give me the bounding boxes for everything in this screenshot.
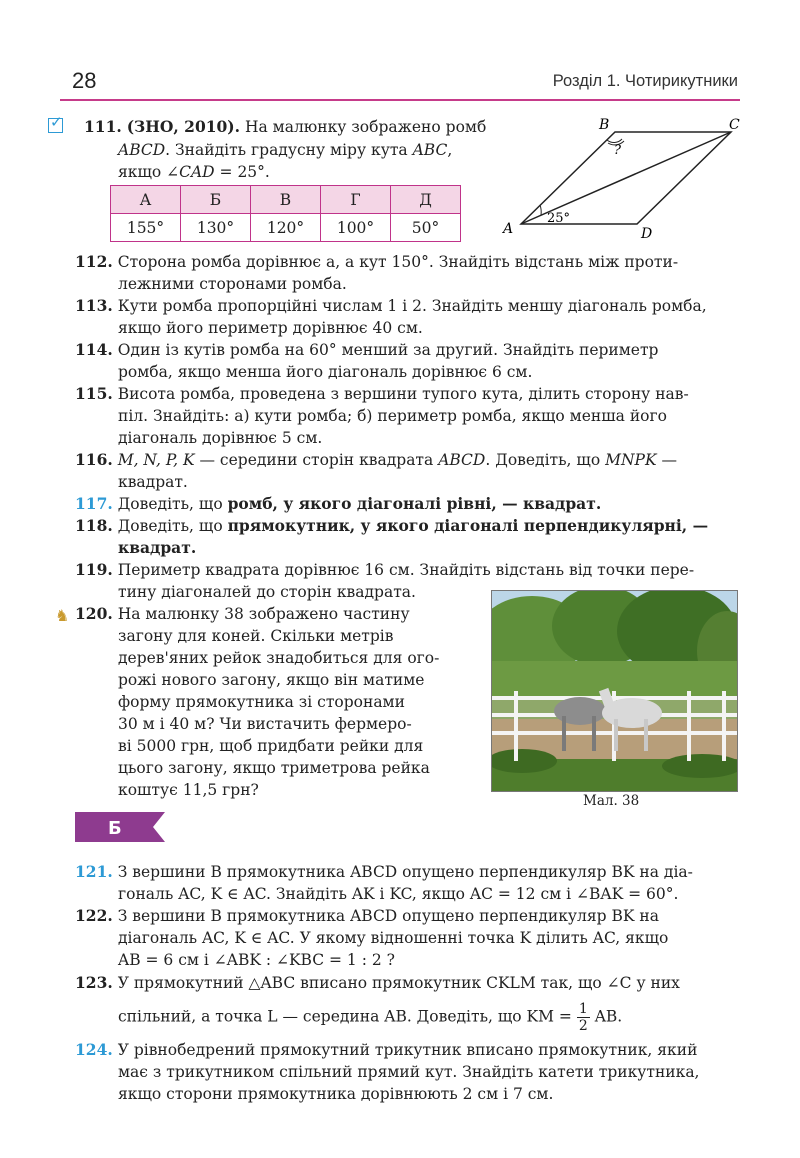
problem-115-line1: 115. Висота ромба, проведена з вершини тупого кута, ділить сторону нав- bbox=[75, 384, 689, 403]
problem-122-line3: AB = 6 см і ∠ABK : ∠KBC = 1 : 2 ? bbox=[118, 951, 395, 969]
answer-letter: А bbox=[111, 186, 181, 214]
problem-121-line2: гональ AC, K ∈ AC. Знайдіть AK і KC, якщо AC = 12 см і ∠BAK = 60°. bbox=[118, 885, 679, 903]
problem-120-line: дерев'яних рейок знадобиться для огo- bbox=[118, 649, 440, 667]
problem-120-line: 30 м і 40 м? Чи вистачить фермеро- bbox=[118, 715, 412, 733]
problem-122-line1: 122. З вершини B прямокутника ABCD опущено перпендикуляр BK на bbox=[75, 906, 659, 925]
answer-letter: Б bbox=[181, 186, 251, 214]
angle-arc-abc bbox=[607, 139, 622, 142]
problem-120-line: рожі нового загону, якщо він матиме bbox=[118, 671, 425, 689]
level-tag bbox=[75, 812, 165, 842]
problem-112-line2: лежними сторонами ромба. bbox=[118, 275, 347, 293]
problem-111-line1: 111. (ЗНО, 2010). На малюнку зображено ромб bbox=[84, 117, 487, 136]
label-c: C bbox=[729, 117, 740, 133]
problem-120-line: загону для коней. Скільки метрів bbox=[118, 627, 394, 645]
label-question: ? bbox=[614, 143, 621, 158]
problem-114-line2: ромба, якщо менша його діагональ дорівнює 6 см. bbox=[118, 363, 533, 381]
problem-124-line3: якщо сторони прямокутника дорівнюють 2 см і 7 см. bbox=[118, 1085, 554, 1103]
problem-115-line2: піл. Знайдіть: а) кути ромба; б) периметр ромба, якщо менша його bbox=[118, 407, 667, 425]
problem-114-line1: 114. Один із кутів ромба на 60° менший за другий. Знайдіть периметр bbox=[75, 340, 659, 359]
problem-115-line3: діагональ дорівнює 5 см. bbox=[118, 429, 323, 447]
problem-111-line2: ABCD. Знайдіть градусну міру кута ABC, bbox=[118, 141, 453, 159]
problem-119-line1: 119. Периметр квадрата дорівнює 16 см. Знайдіть відстань від точки пере- bbox=[75, 560, 695, 579]
chapter-title: Розділ 1. Чотирикутники bbox=[552, 72, 738, 90]
label-b: B bbox=[599, 117, 610, 133]
problem-123-line2: спільний, а точка L — середина AB. Доведіть, що KM = $\frac{1}{2}$ AB. bbox=[118, 1001, 623, 1034]
problem-120-line: ві 5000 грн, щоб придбати рейки для bbox=[118, 737, 424, 755]
problem-120-line: форму прямокутника зі сторонами bbox=[118, 693, 405, 711]
problem-116-line2: квадрат. bbox=[118, 473, 188, 491]
answer-value: 100° bbox=[321, 214, 391, 242]
answer-value: 155° bbox=[111, 214, 181, 242]
svg-text:Б: Б bbox=[108, 818, 122, 839]
problem-118-line2: квадрат. bbox=[118, 538, 197, 557]
problem-120-line1: 120. На малюнку 38 зображено частину bbox=[75, 604, 410, 623]
header-rule bbox=[60, 99, 740, 101]
problem-113-line1: 113. Кути ромба пропорційні числам 1 і 2. Знайдіть меншу діагональ ромба, bbox=[75, 296, 707, 315]
problem-122-line2: діагональ AC, K ∈ AC. У якому відношенні точка K ділить AC, якщо bbox=[118, 929, 669, 947]
answer-table bbox=[110, 185, 461, 242]
photo-caption: Мал. 38 bbox=[583, 793, 640, 809]
problem-117-line1: 117. Доведіть, що ромб, у якого діагоналі рівні, — квадрат. bbox=[75, 494, 602, 513]
angle-arc-cad bbox=[540, 205, 541, 215]
checkbox-icon: ✓ bbox=[50, 113, 63, 131]
problem-119-line2: тину діагоналей до сторін квадрата. bbox=[118, 583, 416, 601]
problem-118-line1: 118. Доведіть, що прямокутник, у якого діагоналі перпендикулярні, — bbox=[75, 516, 709, 535]
page-number: 28 bbox=[72, 68, 97, 93]
answer-value: 120° bbox=[251, 214, 321, 242]
answer-value: 50° bbox=[391, 214, 461, 242]
label-angle: 25° bbox=[547, 211, 571, 226]
rhombus-figure bbox=[495, 112, 750, 242]
problem-121-line1: 121. З вершини B прямокутника ABCD опущено перпендикуляр BK на діа- bbox=[75, 862, 693, 881]
label-a: A bbox=[503, 221, 514, 237]
answer-letter: В bbox=[251, 186, 321, 214]
label-d: D bbox=[641, 226, 653, 242]
answer-letter: Д bbox=[391, 186, 461, 214]
answer-value: 130° bbox=[181, 214, 251, 242]
problem-124-line2: має з трикутником спільний прямий кут. Знайдіть катети трикутника, bbox=[118, 1063, 700, 1081]
horse-icon: ♞ bbox=[55, 606, 70, 625]
problem-116-line1: 116. M, N, P, K — середини сторін квадрата ABCD. Доведіть, що MNPK — bbox=[75, 450, 677, 469]
problem-120-line: цього загону, якщо триметрова рейка bbox=[118, 759, 430, 777]
problem-124-line1: 124. У рівнобедрений прямокутний трикутник вписано прямокутник, який bbox=[75, 1040, 698, 1059]
problem-112-line1: 112. Сторона ромба дорівнює a, а кут 150°. Знайдіть відстань між проти- bbox=[75, 252, 679, 271]
answer-letter: Г bbox=[321, 186, 391, 214]
problem-120-line: коштує 11,5 грн? bbox=[118, 781, 259, 799]
problem-111-line3: якщо ∠CAD = 25°. bbox=[118, 163, 270, 181]
horse-paddock-photo bbox=[491, 590, 738, 792]
problem-123-line1: 123. У прямокутний △ABC вписано прямокутник CKLM так, що ∠C у них bbox=[75, 973, 680, 992]
problem-113-line2: якщо його периметр дорівнює 40 см. bbox=[118, 319, 423, 337]
